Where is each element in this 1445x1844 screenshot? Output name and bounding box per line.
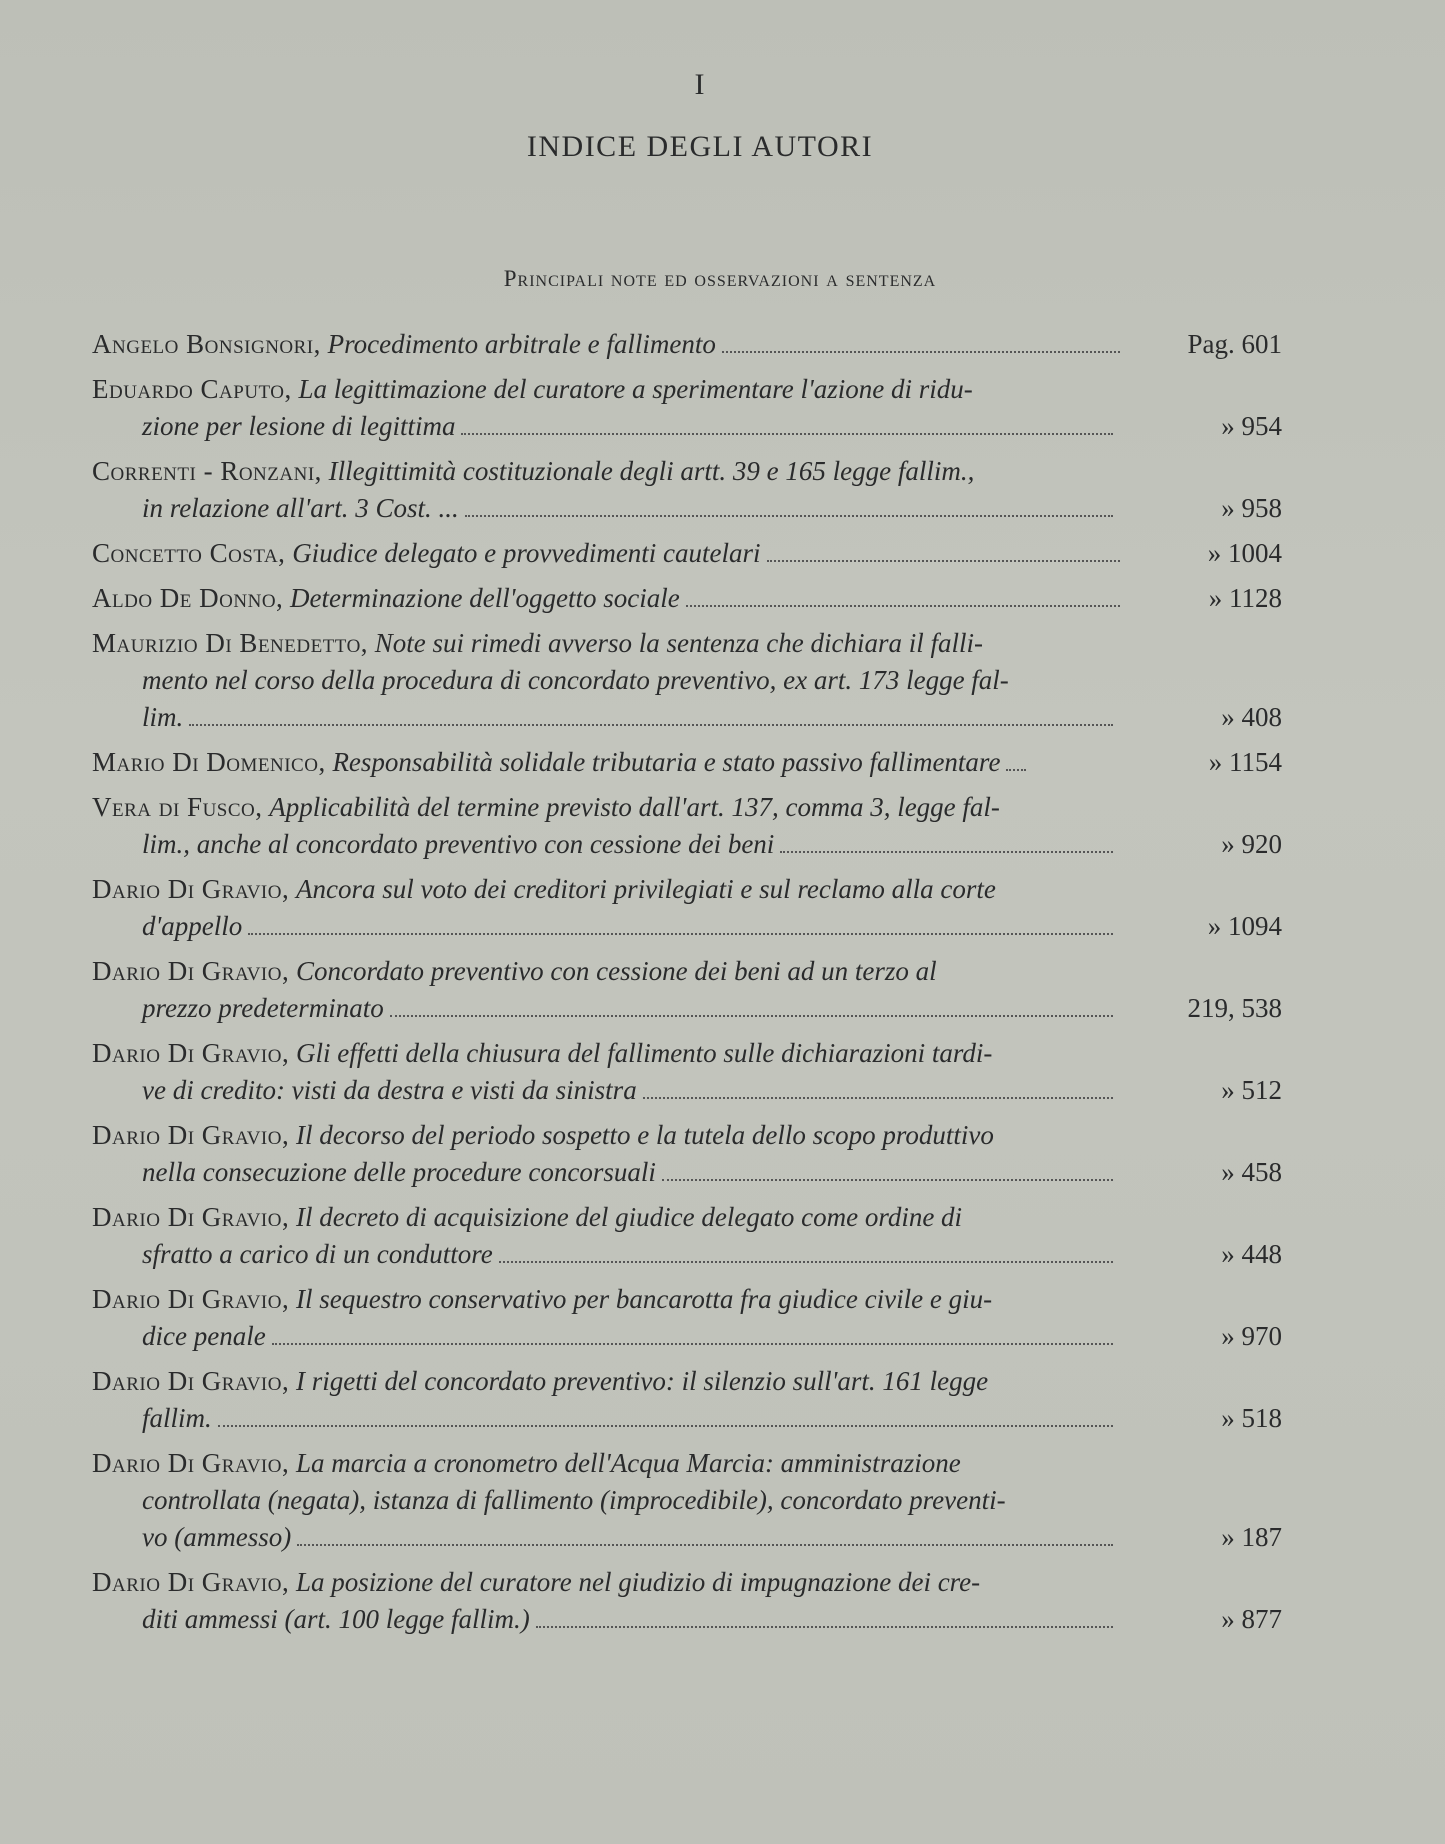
entry-text — [92, 326, 1127, 363]
entry-line — [92, 789, 1127, 826]
entry-title-line: La legittimazione del curatore a sperimentare l'azione di ridu- — [298, 374, 973, 404]
entry-author: Angelo Bonsignori, — [92, 329, 321, 359]
entry-title-line: Procedimento arbitrale e fallimento — [327, 329, 716, 359]
entry-title-line: lim., anche al concordato preventivo con cessione dei beni — [142, 829, 775, 859]
entry-line — [92, 1519, 1127, 1556]
entry-author: Dario Di Gravio, — [92, 1448, 290, 1478]
section-subtitle: Principali note ed osservazioni a sentenza — [503, 266, 937, 291]
entry-author: Eduardo Caputo, — [92, 374, 292, 404]
leader-dots — [272, 1342, 1113, 1345]
entry-author: Dario Di Gravio, — [92, 1366, 290, 1396]
entry-line — [92, 662, 1127, 699]
entry-title-line: Concordato preventivo con cessione dei beni ad un terzo al — [295, 956, 937, 986]
entry-title-line: in relazione all'art. 3 Cost. ... — [142, 493, 459, 523]
entry-page-ref: » 408 — [1221, 702, 1282, 732]
index-entry — [92, 580, 1282, 617]
entry-title-line: d'appello — [142, 911, 243, 941]
entry-page-ref: » 1004 — [1207, 538, 1282, 568]
entry-text — [92, 535, 1127, 572]
entry-title-line: Responsabilità solidale tributaria e stato passivo fallimentare — [332, 747, 1001, 777]
entry-author: Mario Di Domenico, — [92, 747, 326, 777]
entry-text — [92, 744, 1127, 781]
entry-author: Concetto Costa, — [92, 538, 286, 568]
entry-author: Maurizio Di Benedetto, — [92, 628, 369, 658]
entry-title-line: diti ammessi (art. 100 legge fallim.) — [142, 1604, 530, 1634]
entry-page-ref: » 958 — [1221, 493, 1282, 523]
entry-text — [92, 453, 1127, 527]
entry-title-line: La marcia a cronometro dell'Acqua Marcia: amministrazione — [295, 1448, 961, 1478]
entry-line — [92, 580, 1127, 617]
leader-dots — [722, 350, 1120, 353]
entry-line — [92, 699, 1127, 736]
entry-text — [92, 371, 1127, 445]
entry-page-ref: » 1128 — [1208, 583, 1282, 613]
entry-line — [92, 535, 1127, 572]
leader-dots — [536, 1625, 1113, 1628]
entry-line — [92, 371, 1127, 408]
entry-line — [92, 1117, 1127, 1154]
leader-dots — [461, 432, 1113, 435]
index-entry — [92, 789, 1282, 863]
entry-title-line: prezzo predeterminato — [142, 993, 384, 1023]
entry-author: Aldo De Donno, — [92, 583, 284, 613]
index-entry — [92, 625, 1282, 736]
entry-page-ref: » 187 — [1221, 1522, 1282, 1552]
entry-text — [92, 1117, 1127, 1191]
entry-page-ref: » 518 — [1221, 1403, 1282, 1433]
entry-page-ref: » 970 — [1221, 1321, 1282, 1351]
entry-author: Dario Di Gravio, — [92, 956, 290, 986]
index-entry — [92, 1445, 1282, 1556]
entry-title-line: Applicabilità del termine previsto dall'art. 137, comma 3, legge fal- — [269, 792, 1000, 822]
entry-title-line: La posizione del curatore nel giudizio di impugnazione dei cre- — [295, 1567, 981, 1597]
entry-line — [92, 990, 1127, 1027]
entry-text — [92, 1445, 1127, 1556]
page-title: INDICE DEGLI AUTORI — [526, 130, 874, 163]
entry-line — [92, 1400, 1127, 1437]
index-entry — [92, 744, 1282, 781]
entry-line — [92, 1318, 1127, 1355]
entry-title-line: Gli effetti della chiusura del fallimento sulle dichiarazioni tardi- — [295, 1038, 993, 1068]
entry-text — [92, 789, 1127, 863]
entry-page-ref: » 920 — [1221, 829, 1282, 859]
entry-text — [92, 1564, 1127, 1638]
leader-dots — [643, 1096, 1113, 1099]
entry-page-ref: » 1094 — [1207, 911, 1282, 941]
entry-author: Dario Di Gravio, — [92, 1120, 290, 1150]
entry-title-line: I rigetti del concordato preventivo: il silenzio sull'art. 161 legge — [295, 1366, 989, 1396]
entry-title-line: Ancora sul voto dei creditori privilegiati e sul reclamo alla corte — [295, 874, 996, 904]
entry-text — [92, 625, 1127, 736]
entry-title-line: Note sui rimedi avverso la sentenza che dichiara il falli- — [374, 628, 983, 658]
entry-line — [92, 826, 1127, 863]
entry-page-ref: 219, 538 — [1187, 993, 1282, 1023]
entry-line — [92, 1281, 1127, 1318]
entry-page-ref: » 448 — [1221, 1239, 1282, 1269]
entry-line — [92, 744, 1127, 781]
entry-title-line: sfratto a carico di un conduttore — [142, 1239, 493, 1269]
entry-line — [92, 1154, 1127, 1191]
entry-title-line: Giudice delegato e provvedimenti cautelari — [292, 538, 761, 568]
entry-line — [92, 625, 1127, 662]
entry-author: Dario Di Gravio, — [92, 1038, 290, 1068]
entry-page-ref: » 512 — [1221, 1075, 1282, 1105]
entry-line — [92, 1236, 1127, 1273]
entry-line — [92, 408, 1127, 445]
entry-title-line: dice penale — [142, 1321, 266, 1351]
section-numeral: I — [694, 68, 706, 101]
entry-line — [92, 1482, 1127, 1519]
entry-line — [92, 1072, 1127, 1109]
leader-dots — [248, 932, 1113, 935]
entry-title-line: zione per lesione di legittima — [142, 411, 456, 441]
leader-dots — [297, 1543, 1113, 1546]
index-entry — [92, 1281, 1282, 1355]
entry-line — [92, 1035, 1127, 1072]
entry-text — [92, 1281, 1127, 1355]
entry-text — [92, 1035, 1127, 1109]
entry-text — [92, 1199, 1127, 1273]
entry-line — [92, 871, 1127, 908]
entry-author: Dario Di Gravio, — [92, 1567, 290, 1597]
index-entry — [92, 371, 1282, 445]
index-entry — [92, 1035, 1282, 1109]
entry-line — [92, 326, 1127, 363]
entry-title-line: mento nel corso della procedura di concordato preventivo, ex art. 173 legge fal- — [142, 665, 1009, 695]
index-entry — [92, 535, 1282, 572]
entry-author: Dario Di Gravio, — [92, 1202, 290, 1232]
entry-text — [92, 580, 1127, 617]
entry-line — [92, 908, 1127, 945]
index-entry — [92, 453, 1282, 527]
leader-dots — [390, 1014, 1113, 1017]
entry-title-line: vo (ammesso) — [142, 1522, 292, 1552]
leader-dots — [767, 559, 1120, 562]
entry-line — [92, 1199, 1127, 1236]
entry-title-line: Il sequestro conservativo per bancarotta fra giudice civile e giu- — [295, 1284, 993, 1314]
index-entry — [92, 1564, 1282, 1638]
leader-dots — [780, 850, 1113, 853]
index-entry — [92, 1199, 1282, 1273]
entry-page-ref: » 458 — [1221, 1157, 1282, 1187]
entry-author: Dario Di Gravio, — [92, 1284, 290, 1314]
author-index-list — [92, 326, 1282, 1646]
leader-dots — [662, 1178, 1113, 1181]
leader-dots — [686, 604, 1120, 607]
entry-page-ref: » 954 — [1221, 411, 1282, 441]
leader-dots — [1006, 768, 1026, 771]
entry-text — [92, 1363, 1127, 1437]
entry-page-ref: » 877 — [1221, 1604, 1282, 1634]
entry-line — [92, 953, 1127, 990]
entry-title-line: Il decorso del periodo sospetto e la tutela dello scopo produttivo — [295, 1120, 994, 1150]
entry-title-line: controllata (negata), istanza di fallimento (improcedibile), concordato preventi- — [142, 1485, 1006, 1515]
leader-dots — [465, 514, 1113, 517]
entry-text — [92, 871, 1127, 945]
entry-line — [92, 490, 1127, 527]
entry-author: Dario Di Gravio, — [92, 874, 290, 904]
entry-page-ref: Pag. 601 — [1187, 329, 1282, 359]
index-entry — [92, 953, 1282, 1027]
index-entry — [92, 1117, 1282, 1191]
entry-page-ref: » 1154 — [1208, 747, 1282, 777]
leader-dots — [499, 1260, 1113, 1263]
entry-author: Vera di Fusco, — [92, 792, 263, 822]
entry-title-line: Il decreto di acquisizione del giudice delegato come ordine di — [295, 1202, 963, 1232]
entry-title-line: Determinazione dell'oggetto sociale — [290, 583, 680, 613]
entry-line — [92, 1445, 1127, 1482]
entry-author: Correnti - Ronzani, — [92, 456, 322, 486]
leader-dots — [218, 1424, 1113, 1427]
entry-line — [92, 1363, 1127, 1400]
entry-line — [92, 453, 1127, 490]
entry-text — [92, 953, 1127, 1027]
entry-title-line: fallim. — [142, 1403, 212, 1433]
entry-title-line: Illegittimità costituzionale degli artt. 39 e 165 legge fallim., — [328, 456, 975, 486]
leader-dots — [189, 723, 1113, 726]
entry-title-line: lim. — [142, 702, 184, 732]
entry-title-line: ve di credito: visti da destra e visti da sinistra — [142, 1075, 637, 1105]
index-entry — [92, 326, 1282, 363]
entry-line — [92, 1564, 1127, 1601]
entry-line — [92, 1601, 1127, 1638]
index-entry — [92, 871, 1282, 945]
index-entry — [92, 1363, 1282, 1437]
entry-title-line: nella consecuzione delle procedure concorsuali — [142, 1157, 656, 1187]
